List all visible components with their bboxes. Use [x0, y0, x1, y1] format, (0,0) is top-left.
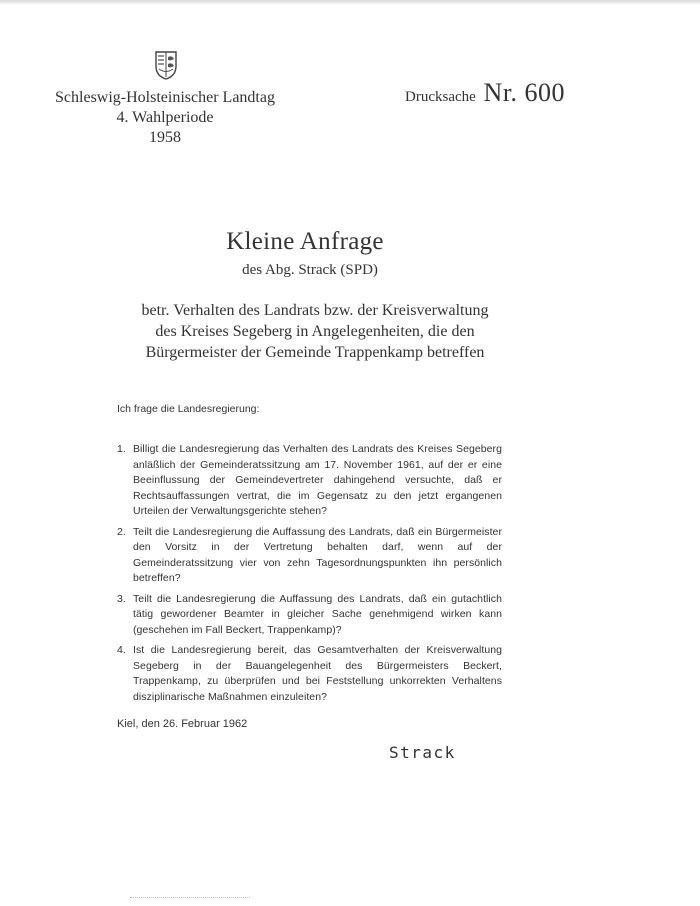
- question-item: [117, 592, 502, 639]
- question-number: 4.: [117, 644, 126, 656]
- question-text: Teilt die Landesregierung die Auffassung des Landrats, daß ein gutachtlich tätig gewordener Beamter in gleicher Sache genehmigend wirken kann (geschehen im Fall Beckert, Trappenkamp)?: [133, 592, 502, 636]
- question-list: [117, 442, 502, 710]
- footer-mark: [130, 897, 250, 900]
- intro-text: Ich frage die Landesregierung:: [117, 403, 260, 415]
- date-line: Kiel, den 26. Februar 1962: [117, 718, 248, 730]
- scan-edge: [0, 0, 700, 4]
- question-number: 1.: [117, 443, 126, 455]
- question-number: 3.: [117, 592, 126, 605]
- subject-line: Bürgermeister der Gemeinde Trappenkamp betreffen: [145, 344, 485, 361]
- subject-line: des Kreises Segeberg in Angelegenheiten, die den: [155, 323, 475, 340]
- document-title: Kleine Anfrage: [226, 228, 384, 255]
- header-line-period: 4. Wahlperiode: [116, 109, 214, 126]
- subject-line: betr. Verhalten des Landrats bzw. der Kreisverwaltung: [141, 302, 489, 319]
- header-line-year: 1958: [149, 129, 181, 146]
- header-line-parliament: Schleswig-Holsteinischer Landtag: [55, 89, 275, 106]
- question-item: [117, 643, 502, 705]
- question-item: [117, 442, 502, 520]
- parliament-header: [0, 88, 330, 148]
- question-item: [117, 525, 502, 587]
- question-text: Billigt die Landesregierung das Verhalten des Landrats des Kreises Segeberg anläßlich der Gemeinderatssitzung am 17. November 1961, auf der er eine Beeinflussung der Gemeindevertreter dahingehend versuchte, daß er Rechtsauffassungen vertrat, die im Gegensatz zu den jetzt ergangenen Urteilen der Verwaltungsgerichte stehen?: [133, 443, 502, 517]
- question-text: Ist die Landesregierung bereit, das Gesamtverhalten der Kreisverwaltung Segeberg in der Bauangelegenheit des Bürgermeisters Beckert, Trappenkamp, zu überprüfen und bei Feststellung unkorrekten Verhaltens disziplinarische Maßnahmen einzuleiten?: [133, 644, 502, 703]
- nr-label: Nr. 600: [483, 78, 566, 107]
- question-text: Teilt die Landesregierung die Auffassung des Landrats, daß ein Bürgermeister den Vorsitz in der Vertretung behalten darf, wenn auf der Gemeinderatssitzung vier von zehn Tagesordnungspunkten ihn persönlich betreffen?: [133, 525, 502, 584]
- question-number: 2.: [117, 525, 126, 538]
- signature: Strack: [389, 743, 456, 762]
- subject-block: [110, 300, 520, 363]
- document-subtitle: des Abg. Strack (SPD): [242, 262, 378, 278]
- coat-of-arms-icon: [154, 50, 178, 80]
- drucksache-label: Drucksache: [405, 89, 476, 105]
- document-number: [405, 78, 565, 108]
